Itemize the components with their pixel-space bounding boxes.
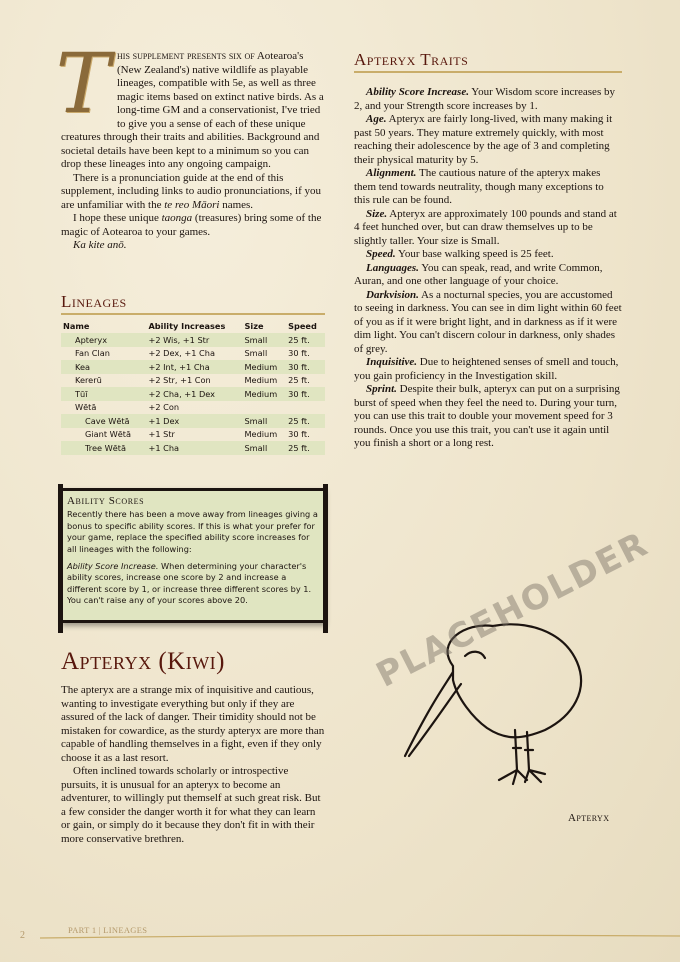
column-header: Name bbox=[63, 321, 90, 331]
table-cell: 30 ft. bbox=[288, 348, 310, 359]
footer-section-label: PART 1 | LINEAGES bbox=[68, 925, 148, 935]
sidebar-cap-left bbox=[58, 484, 63, 633]
lineages-table bbox=[61, 319, 325, 455]
table-row bbox=[61, 401, 325, 415]
trait-label: Age. bbox=[366, 113, 387, 125]
figure-caption: Apteryx bbox=[568, 812, 610, 824]
trait-text: Apteryx are approximately 100 pounds and stand at 4 feet hunched over, but can draw themselves up to be slightly taller. Your size is Small. bbox=[354, 207, 617, 247]
trait-label: Ability Score Increase. bbox=[366, 86, 469, 98]
trait-item bbox=[354, 113, 622, 167]
trait-item bbox=[354, 248, 622, 262]
table-cell: Small bbox=[242, 441, 286, 455]
trait-text: Apteryx are fairly long-lived, with many making it past 50 years. They mature extremely quickly, with most reaching their adolescence by the age of 3 and completing their physical maturity by 5. bbox=[354, 113, 613, 166]
table-cell: Small bbox=[242, 414, 286, 428]
trait-text: Your base walking speed is 25 feet. bbox=[395, 248, 554, 260]
apteryx-paragraph: The apteryx are a strange mix of inquisitive and cautious, wanting to investigate everything but only if they are assured of the lack of danger. Their timidity should not be mistaken for cowardice, as the sturdy apteryx are more than capable of handling themselves in a fight, even if they only choose it as a last resort. bbox=[61, 684, 325, 764]
table-row bbox=[61, 374, 325, 388]
sidebar-text: When determining your character's ability scores, increase one score by 2 and increase a different score by 1, or increase three different scores by 1. You can't raise any of your scores above 20. bbox=[67, 561, 312, 606]
column-header: Size bbox=[244, 321, 264, 331]
intro-text bbox=[55, 37, 325, 253]
intro-lead: his supplement presents six of bbox=[117, 50, 255, 62]
table-cell: Medium bbox=[244, 429, 278, 440]
apteryx-section bbox=[61, 648, 325, 846]
table-cell: Fan Clan bbox=[75, 348, 110, 359]
intro-p2-emphasis: te reo Māori bbox=[164, 198, 220, 211]
intro-body: Aotearoa's (New Zealand's) native wildlife as playable lineages, compatible with 5e, as well as three magic items based on extinct native birds. As a long-time GM and a conservationist, I've tried to give you a sense of each of these unique creatures through their traits and abilities. Background and societal details have been kept to a minimum so you can drop these lineages into any ongoing campaign. bbox=[61, 50, 324, 170]
table-cell: Small bbox=[244, 348, 268, 359]
trait-text: Due to heightened senses of smell and touch, you gain proficiency in the Investigation skill. bbox=[354, 356, 619, 382]
sidebar-paragraph-2 bbox=[67, 561, 319, 607]
table-cell: 30 ft. bbox=[288, 429, 310, 440]
intro-p3-end: (treasures) bring some of the magic of Aotearoa to your games. bbox=[61, 212, 322, 238]
page-number: 2 bbox=[20, 930, 25, 941]
traits-list bbox=[354, 86, 622, 451]
trait-label: Speed. bbox=[366, 248, 396, 260]
trait-label: Darkvision. bbox=[366, 288, 419, 301]
intro-paragraph-1 bbox=[55, 37, 325, 172]
column-header: Speed bbox=[288, 321, 317, 331]
intro-paragraph-2 bbox=[61, 172, 325, 213]
table-cell: Kererū bbox=[75, 375, 102, 386]
trait-item bbox=[354, 356, 622, 383]
table-cell: 25 ft. bbox=[288, 375, 310, 386]
trait-label: Languages. bbox=[366, 261, 419, 274]
table-cell: Apteryx bbox=[61, 333, 146, 347]
sidebar-label: Ability Score Increase. bbox=[67, 561, 159, 572]
table-cell: +2 Str, +1 Con bbox=[148, 375, 211, 386]
intro-section bbox=[55, 37, 325, 253]
apteryx-paragraph: Often inclined towards scholarly or introspective pursuits, it is unusual for an apteryx to become an adventurer, to willingly put themself at such great risk. But a few consider the danger worth it for what they can learn or gain, or simply do it because they don't fit in with their more conservative brethren. bbox=[61, 765, 321, 845]
placeholder-watermark: PLACEHOLDER bbox=[370, 523, 656, 696]
traits-section bbox=[354, 50, 622, 451]
table-cell bbox=[286, 401, 325, 415]
table-cell: +1 Str bbox=[148, 429, 175, 440]
trait-label: Size. bbox=[366, 207, 388, 220]
trait-label: Alignment. bbox=[366, 167, 417, 179]
trait-text: You can speak, read, and write Common, Auran, and one other language of your choice. bbox=[354, 261, 603, 287]
table-row bbox=[61, 360, 325, 374]
table-cell: Giant Wētā bbox=[85, 429, 131, 440]
trait-item bbox=[354, 208, 622, 249]
table-cell: Kea bbox=[61, 360, 146, 374]
table-cell: +1 Dex bbox=[146, 414, 242, 428]
table-cell: Medium bbox=[242, 360, 286, 374]
table-cell: +2 Wis, +1 Str bbox=[146, 333, 242, 347]
table-cell: +2 Int, +1 Cha bbox=[146, 360, 242, 374]
trait-item bbox=[354, 289, 622, 357]
table-cell: +2 Cha, +1 Dex bbox=[146, 387, 242, 401]
table-row bbox=[61, 387, 325, 401]
table-row bbox=[61, 414, 325, 428]
intro-paragraph-3 bbox=[61, 212, 325, 239]
table-cell bbox=[242, 401, 286, 415]
sidebar-cap-right bbox=[323, 484, 328, 633]
table-cell: 30 ft. bbox=[286, 360, 325, 374]
table-cell: 25 ft. bbox=[286, 333, 325, 347]
column-header: Ability Increases bbox=[148, 321, 226, 331]
table-cell: Tree Wētā bbox=[61, 441, 146, 455]
sidebar-paragraph: Recently there has been a move away from lineages giving a bonus to specific ability scores. If this is what your prefer for your game, replace the specified ability score increases for all lineages with the following: bbox=[67, 509, 318, 554]
table-cell: Medium bbox=[242, 387, 286, 401]
intro-signoff bbox=[61, 239, 325, 253]
intro-p3-emphasis: taonga bbox=[161, 212, 193, 224]
trait-label: Sprint. bbox=[366, 383, 397, 395]
traits-heading: Apteryx Traits bbox=[354, 50, 622, 73]
intro-p3-text: I hope these unique bbox=[73, 212, 162, 224]
lineages-heading: Lineages bbox=[61, 292, 325, 315]
apteryx-heading: Apteryx (Kiwi) bbox=[61, 648, 225, 675]
table-cell: Cave Wētā bbox=[61, 414, 146, 428]
table-cell: 25 ft. bbox=[286, 441, 325, 455]
table-cell: Tūī bbox=[61, 387, 146, 401]
drop-cap: T bbox=[55, 37, 111, 132]
trait-text: The cautious nature of the apteryx makes them tend towards neutrality, though many exceptions to this rule can be found. bbox=[354, 167, 604, 206]
table-cell: +1 Cha bbox=[146, 441, 242, 455]
trait-text: Your Wisdom score increases by 2, and your Strength score increases by 1. bbox=[354, 86, 615, 112]
table-cell: 25 ft. bbox=[286, 414, 325, 428]
table-cell: +2 Dex, +1 Cha bbox=[148, 348, 215, 359]
table-cell: Wētā bbox=[75, 402, 97, 413]
ability-scores-sidebar bbox=[61, 488, 325, 623]
trait-label: Inquisitive. bbox=[366, 356, 418, 368]
table-cell: +2 Con bbox=[148, 402, 180, 413]
sidebar-title: Ability Scores bbox=[67, 495, 145, 507]
table-cell: Small bbox=[242, 333, 286, 347]
intro-p2-text: There is a pronunciation guide at the end of this supplement, including links to audio pronunciations, if you are unfamiliar with the bbox=[61, 171, 321, 211]
table-row bbox=[61, 428, 325, 442]
table-row bbox=[61, 441, 325, 455]
trait-text: As a nocturnal species, you are accustomed to seeing in darkness. You can see in dim light within 60 feet of you as if it were bright light, and in darkness as if it were dim light. You can't discern colour in darkness, only shades of grey. bbox=[354, 288, 622, 355]
table-row bbox=[61, 333, 325, 347]
lineages-section bbox=[61, 292, 325, 455]
table-header-row bbox=[61, 319, 325, 333]
trait-item bbox=[354, 262, 622, 289]
trait-item bbox=[354, 167, 622, 208]
trait-text: Despite their bulk, apteryx can put on a surprising burst of speed when they feel the need to. During your turn, you can use this trait to double your movement speed for 3 rounds. Once you use this trait, you can't use it again until you finish a short or a long rest. bbox=[354, 383, 620, 449]
table-row bbox=[61, 347, 325, 361]
table-cell: 30 ft. bbox=[286, 387, 325, 401]
trait-item bbox=[354, 86, 622, 113]
table-cell: Medium bbox=[244, 375, 278, 386]
trait-item bbox=[354, 383, 622, 451]
intro-p2-end: names. bbox=[219, 198, 254, 211]
signoff-text: Ka kite anō. bbox=[73, 239, 127, 251]
